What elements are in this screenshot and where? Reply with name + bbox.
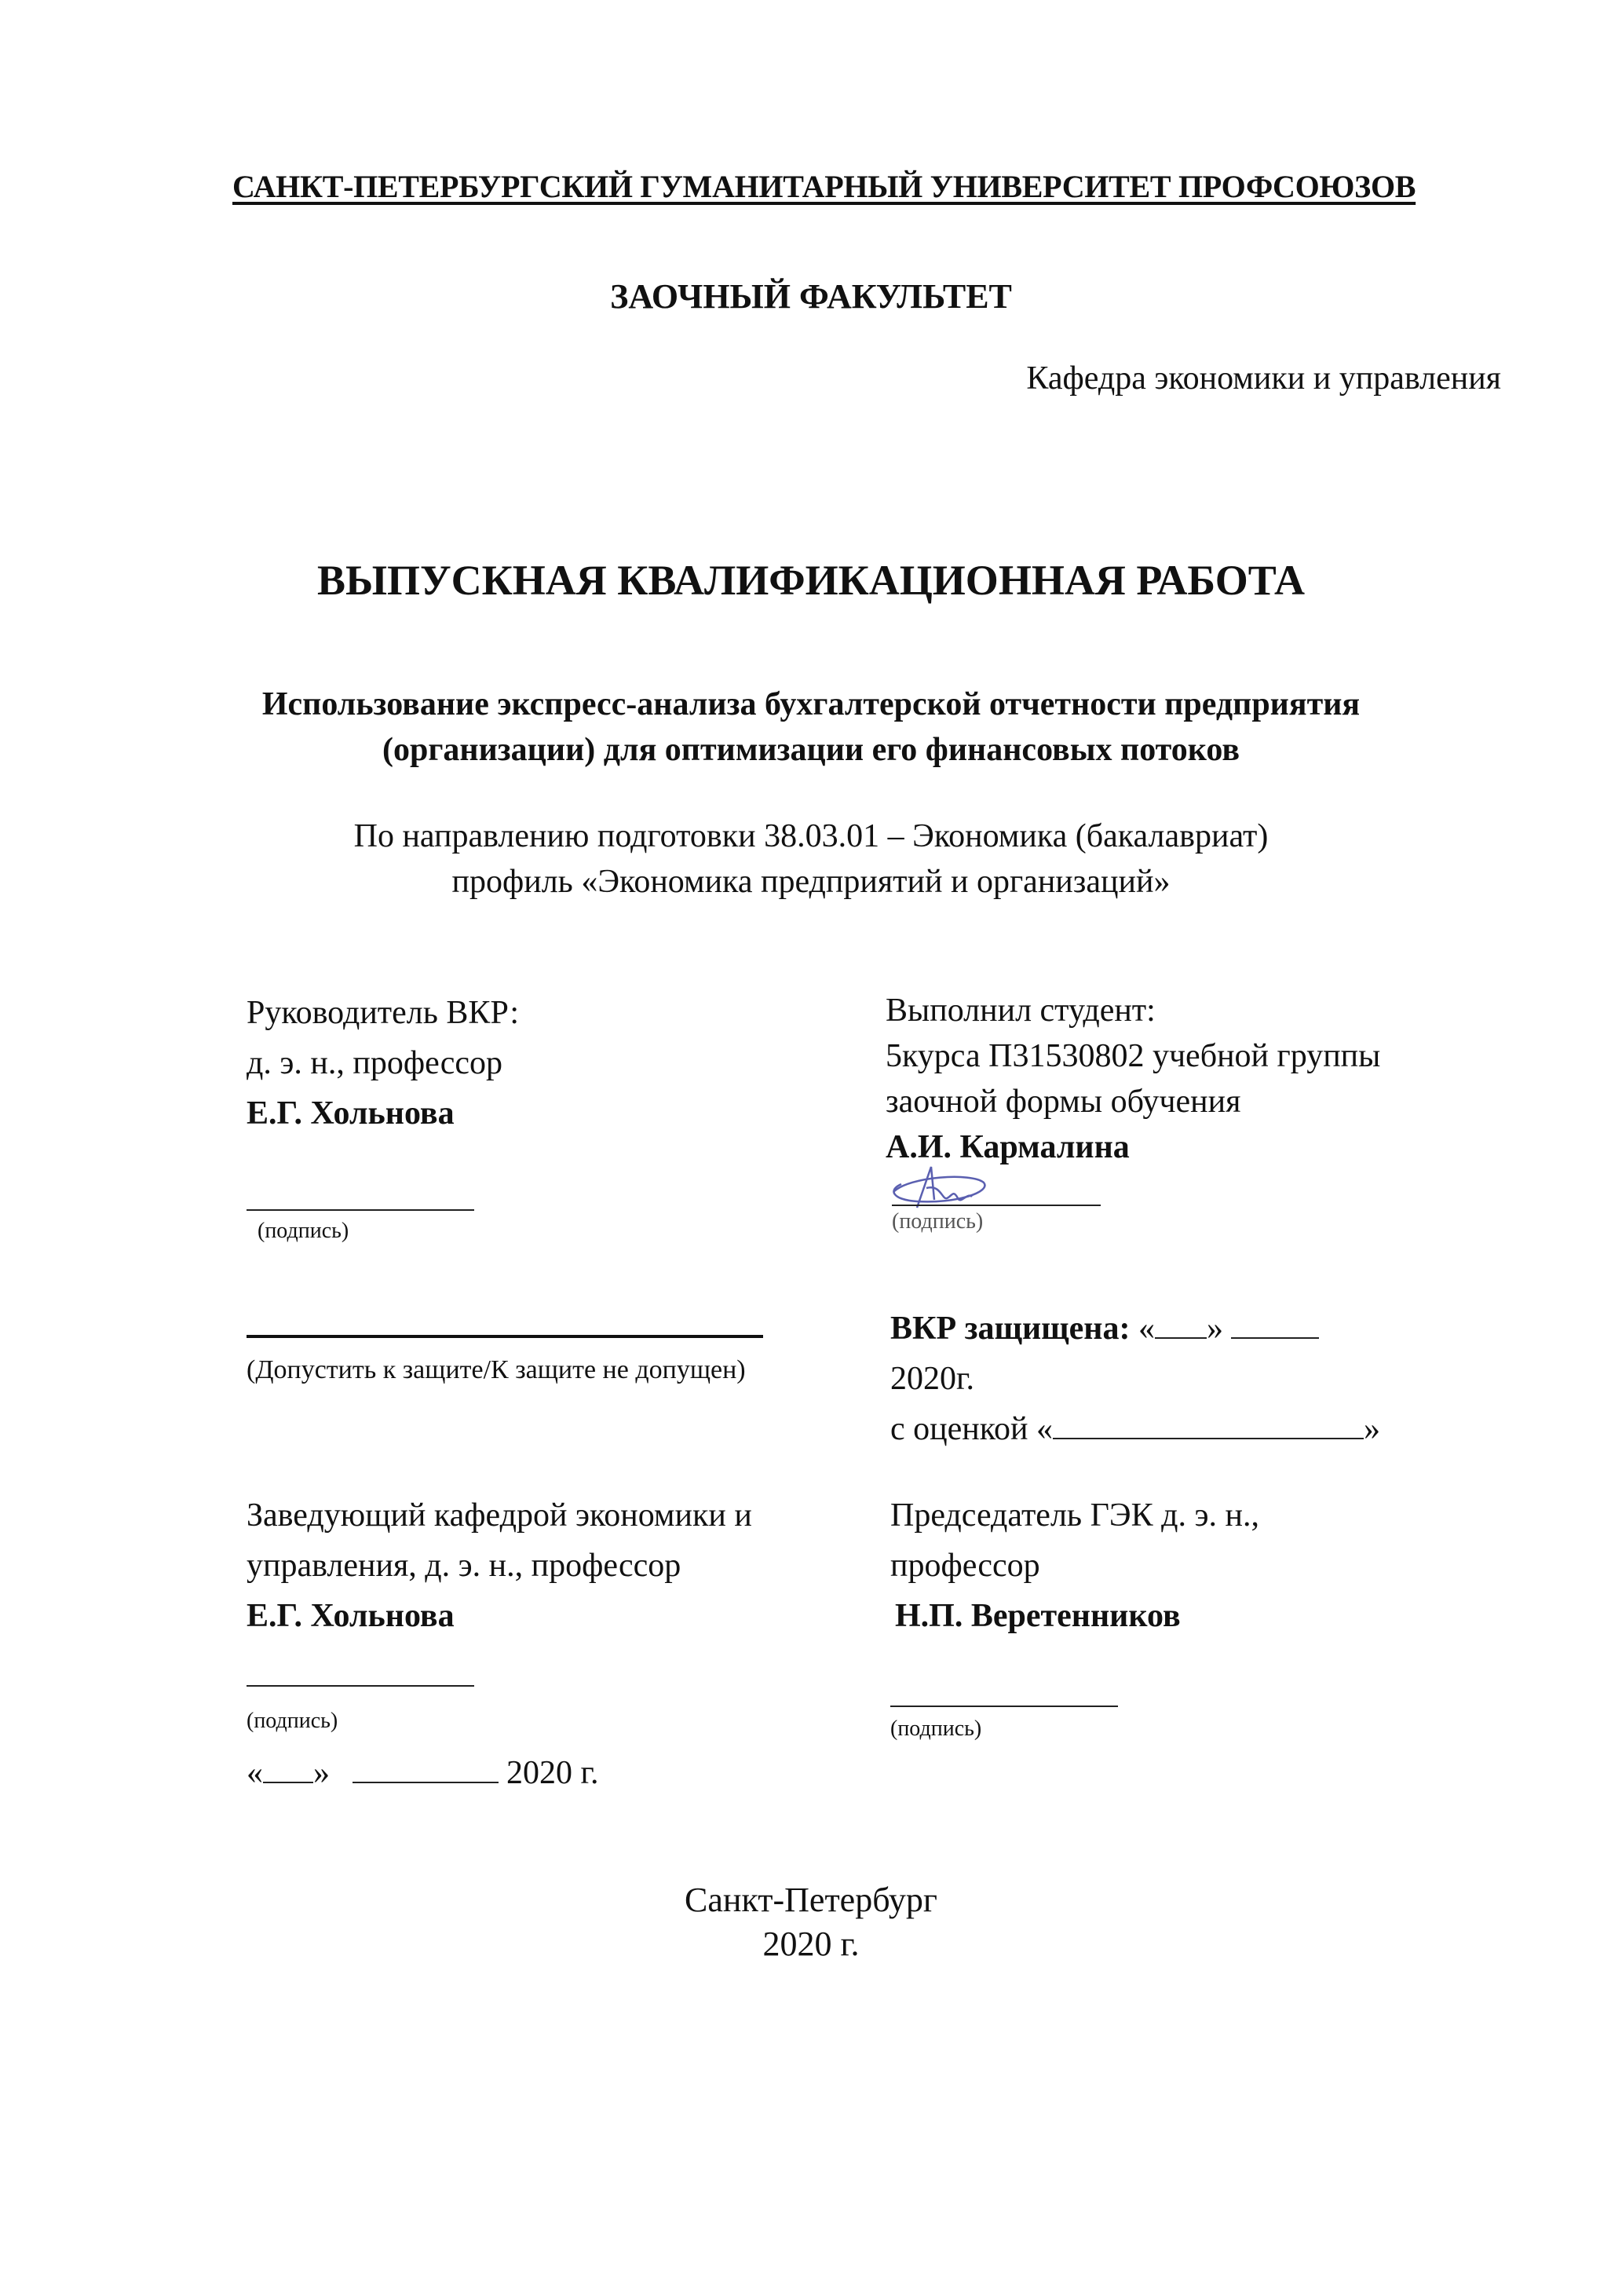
head-day-blank — [263, 1755, 313, 1783]
university-name: САНКТ-ПЕТЕРБУРГСКИЙ ГУМАНИТАРНЫЙ УНИВЕРСИТЕТ ПРОФСОЮЗОВ — [232, 169, 1416, 204]
student-study-form: заочной формы обучения — [886, 1084, 1241, 1120]
study-direction — [0, 813, 1622, 905]
defense-block: ВКР защищена: « » 2020г. с оценкой « » — [890, 1311, 1380, 1447]
chairman-signature-caption: (подпись) — [890, 1717, 982, 1741]
head-of-department-line-2: управления, д. э. н., профессор — [247, 1548, 681, 1584]
student-name: А.И. Кармалина — [886, 1129, 1130, 1165]
thesis-topic-line-1: Использование экспресс-анализа бухгалтерской отчетности предприятия — [261, 686, 1361, 722]
footer-city: Санкт-Петербург — [685, 1881, 937, 1919]
footer-year: 2020 г. — [762, 1925, 860, 1963]
footer — [0, 1878, 1622, 1966]
chairman-line-1: Председатель ГЭК д. э. н., — [890, 1497, 1259, 1534]
defense-day-blank — [1155, 1311, 1207, 1339]
grade-label: с оценкой « — [890, 1411, 1053, 1447]
student-label: Выполнил студент: — [886, 993, 1156, 1029]
student-course-group: 5курса П31530802 учебной группы — [886, 1038, 1381, 1074]
thesis-topic-line-2: (организации) для оптимизации его финансовых потоков — [382, 732, 1240, 768]
faculty-name: ЗАОЧНЫЙ ФАКУЛЬТЕТ — [610, 277, 1012, 316]
head-signature-caption: (подпись) — [247, 1709, 338, 1733]
student-block — [886, 988, 1380, 1170]
chairman-signature-line — [890, 1706, 1118, 1707]
head-of-department-line-1: Заведующий кафедрой экономики и — [247, 1497, 752, 1534]
document-type-title: ВЫПУСКНАЯ КВАЛИФИКАЦИОННАЯ РАБОТА — [316, 557, 1306, 604]
head-date: « » 2020 г. — [247, 1755, 599, 1791]
grade-blank — [1053, 1411, 1364, 1439]
supervisor-name: Е.Г. Хольнова — [247, 1095, 455, 1132]
study-direction-line-1: По направлению подготовки 38.03.01 – Экономика (бакалавриат) — [353, 818, 1269, 854]
head-of-department-block — [247, 1490, 752, 1641]
defense-year: 2020г. — [890, 1361, 974, 1397]
head-month-blank — [353, 1755, 499, 1783]
thesis-topic — [0, 682, 1622, 773]
head-signature-line — [247, 1685, 474, 1687]
defense-label: ВКР защищена: — [890, 1311, 1131, 1347]
supervisor-signature-caption: (подпись) — [258, 1219, 349, 1243]
supervisor-degree: д. э. н., профессор — [247, 1045, 503, 1081]
supervisor-signature-line — [247, 1209, 474, 1211]
chairman-name: Н.П. Веретенников — [895, 1598, 1181, 1634]
student-signature-caption: (подпись) — [892, 1209, 984, 1234]
admission-caption: (Допустить к защите/К защите не допущен) — [247, 1355, 746, 1384]
admission-decision-line — [247, 1335, 763, 1338]
supervisor-block — [247, 988, 519, 1139]
head-of-department-name: Е.Г. Хольнова — [247, 1598, 455, 1634]
chairman-block — [890, 1490, 1259, 1641]
student-signature-line — [892, 1205, 1101, 1206]
supervisor-label: Руководитель ВКР: — [247, 995, 520, 1031]
chairman-line-2: профессор — [890, 1548, 1040, 1584]
defense-month-blank — [1231, 1311, 1319, 1339]
student-signature-icon — [886, 1161, 995, 1216]
study-direction-line-2: профиль «Экономика предприятий и организаций» — [451, 864, 1171, 900]
department-name: Кафедра экономики и управления — [1026, 360, 1501, 397]
